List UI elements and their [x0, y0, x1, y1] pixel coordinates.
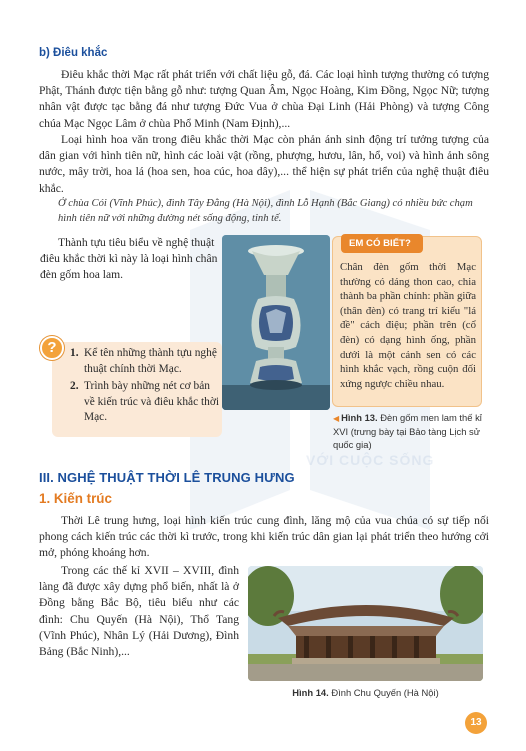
paragraph-achievement — [40, 235, 230, 284]
triangle-marker-icon: ◀ — [333, 414, 340, 423]
did-you-know-callout — [332, 236, 482, 407]
callout-body: Chân đèn gốm thời Mạc thường có dáng thon cao, chia thành ba phần chính: phần giữa (thân đèn) có trang trí kiểu "lá đề" cách điệu; phần trên (cổ đèn) có dạng hình ống, phần dưới là một cảnh sen có các hình khắc vạch, rồng cuộn đối xứng ngược chiều nhau. — [340, 261, 476, 390]
paragraph-sculpture-2 — [39, 132, 489, 197]
architecture-subtitle: 1. Kiến trúc — [39, 491, 112, 506]
figure-13-label: Hình 13. — [341, 412, 378, 423]
communal-house-photo — [248, 566, 483, 681]
paragraph-text: Thời Lê trung hưng, loại hình kiến trúc cung đình, lăng mộ của vua chúa có sự tiếp nối phong cách kiến trúc các thời kì trước, trong khi kiến trúc dân gian lại phát triển theo hướng cởi mở, phóng khoáng hơn. — [39, 514, 489, 560]
question-number: 2. — [70, 380, 79, 393]
question-item — [70, 379, 220, 426]
question-number: 1. — [70, 347, 79, 359]
question-text: Kể tên những thành tựu nghệ thuật chính thời Mạc. — [84, 347, 217, 375]
paragraph-text: Loại hình hoa văn trong điêu khắc thời Mạc còn phản ánh sinh động trí tưởng tượng của dân gian với hình tiên nữ, hình các loài vật (rồng, phượng, hươu, lân, hổ, voi) và hình ảnh sông nước, mây trời, hoa lá (hoa sen, hoa cúc, hoa dây),... thể hiện sự phát triển của nghệ thuật điêu khắc. — [39, 133, 489, 195]
italic-note: Ở chùa Cói (Vĩnh Phúc), đình Tây Đằng (Hà Nội), đình Lỗ Hạnh (Bắc Giang) có nhiều bức chạm hình tiên nữ với những đường nét sống động, tinh tế. — [58, 198, 473, 224]
section-b-heading: b) Điêu khắc — [39, 47, 108, 59]
vase-illustration — [222, 235, 330, 410]
paragraph-text: Thành tựu tiêu biểu về nghệ thuật điêu khắc thời kì này là loại hình chân đèn gốm hoa lam. — [40, 236, 218, 282]
section-iii-title: III. NGHỆ THUẬT THỜI LÊ TRUNG HƯNG — [39, 470, 295, 485]
figure-14-text: Đình Chu Quyến (Hà Nội) — [328, 687, 439, 698]
paragraph-architecture-1 — [39, 513, 489, 562]
paragraph-text: Điêu khắc thời Mạc rất phát triển với chất liệu gỗ, đá. Các loại hình tượng thường có tượng Phật, Thánh được tiện bằng gỗ như: tượng Quan Âm, Ngọc Hoàng, Kim Đồng, Ngọc Nữ; tượng nhân vật được tạc bằng đá như tượng Đức Vua ở chùa Đại Linh (Hải Phòng) và tượng Công chúa Mạc Ngọc Lâm ở chùa Phổ Minh (Nam Định),... — [39, 68, 489, 130]
paragraph-architecture-2 — [39, 563, 239, 660]
communal-house-illustration — [248, 566, 483, 681]
question-mark-icon: ? — [40, 336, 64, 360]
paragraph-text: Trong các thế kỉ XVII – XVIII, đình làng đã được xây dựng phổ biến, nhất là ở Đồng bằng Bắc Bộ, tiêu biểu như các đình: Chu Quyến (Hà Nội), Thổ Tang (Vĩnh Phúc), Nhân Lý (Hải Dương), Đình Bảng (Bắc Ninh),... — [39, 564, 239, 659]
figure-14-label: Hình 14. — [292, 687, 329, 698]
figure-13-text: Đèn gốm men lam thế kỉ XVI (trưng bày tại Bảo tàng Lịch sử quốc gia) — [333, 412, 482, 450]
ceramic-vase-photo — [222, 235, 330, 410]
page-number: 13 — [465, 712, 487, 734]
did-you-know-tag: EM CÓ BIẾT? — [341, 234, 423, 253]
figure-13-caption — [333, 412, 483, 451]
paragraph-sculpture-1 — [39, 67, 489, 132]
question-text: Trình bày những nét cơ bản về kiến trúc và điêu khắc thời Mạc. — [84, 380, 220, 424]
figure-14-caption — [248, 687, 483, 698]
watermark-text: VỚI CUỘC SỐNG — [306, 452, 435, 468]
question-list — [70, 346, 220, 428]
question-item — [70, 346, 220, 377]
